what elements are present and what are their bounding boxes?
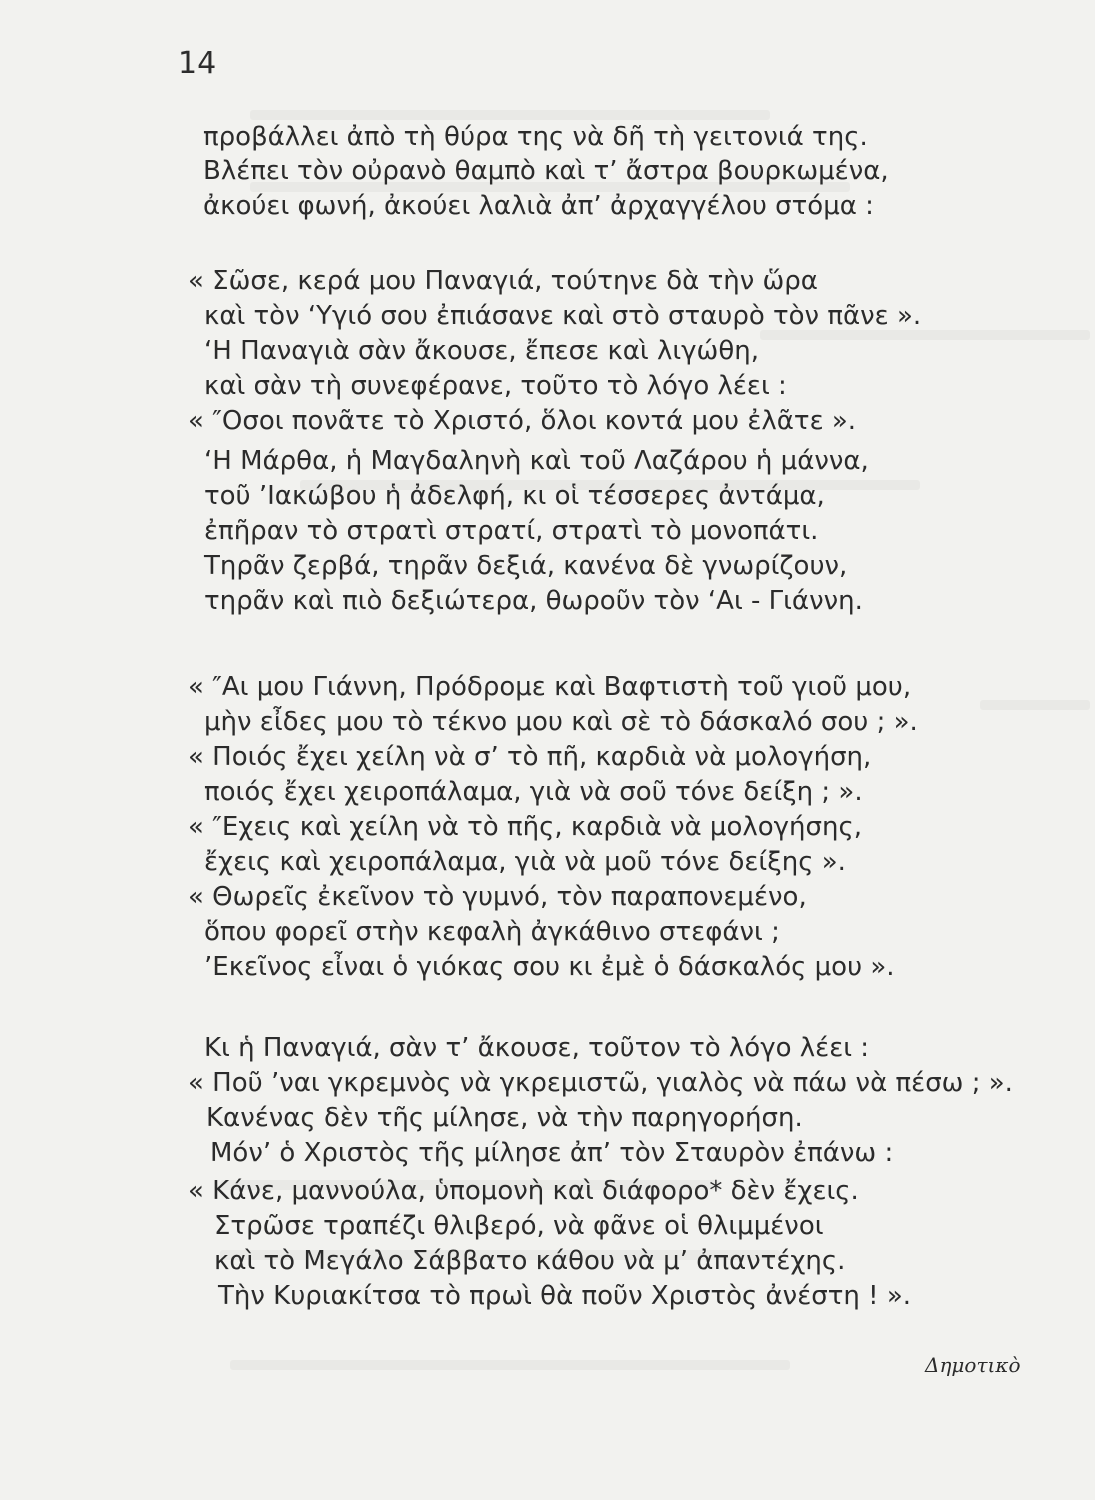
poem-line: τηρᾶν καὶ πιὸ δεξιώτερα, θωροῦν τὸν ‘Αι - Γιάννη. <box>204 586 863 616</box>
poem-line: « ″Οσοι πονᾶτε τὸ Χριστό, ὅλοι κοντά μου ἐλᾶτε ». <box>188 406 857 436</box>
poem-line: « Ποιός ἔχει χείλη νὰ σ’ τὸ πῆ, καρδιὰ νὰ μολογήση, <box>188 742 872 772</box>
poem-line: ‘Η Μάρθα, ἡ Μαγδαληνὴ καὶ τοῦ Λαζάρου ἡ μάννα, <box>204 446 869 476</box>
poem-line: ἔχεις καὶ χειροπάλαμα, γιὰ νὰ μοῦ τόνε δείξης ». <box>204 847 846 877</box>
poem-line: ἀκούει φωνή, ἀκούει λαλιὰ ἀπ’ ἀρχαγγέλου στόμα : <box>203 191 874 221</box>
page-number: 14 <box>178 46 217 81</box>
poem-line: τοῦ ’Ιακώβου ἡ ἀδελφή, κι οἱ τέσσερες ἀντάμα, <box>204 481 825 511</box>
source-attribution: Δημοτικὸ <box>925 1353 1021 1377</box>
poem-line: ἐπῆραν τὸ στρατὶ στρατί, στρατὶ τὸ μονοπάτι. <box>204 516 819 546</box>
poem-line: μὴν εἶδες μου τὸ τέκνο μου καὶ σὲ τὸ δάσκαλό σου ; ». <box>204 707 918 737</box>
poem-line: « Θωρεῖς ἐκεῖνον τὸ γυμνό, τὸν παραπονεμένο, <box>188 882 807 912</box>
poem-line: ‘Η Παναγιὰ σὰν ἄκουσε, ἔπεσε καὶ λιγώθη, <box>204 336 759 366</box>
poem-line: « Κάνε, μαννούλα, ὑπομονὴ καὶ διάφορο* δὲν ἔχεις. <box>188 1176 859 1206</box>
poem-line: καὶ τὸ Μεγάλο Σάββατο κάθου νὰ μ’ ἀπαντέχης. <box>214 1246 846 1276</box>
poem-line: ποιός ἔχει χειροπάλαμα, γιὰ νὰ σοῦ τόνε δείξη ; ». <box>204 777 863 807</box>
poem-line: Μόν’ ὁ Χριστὸς τῆς μίλησε ἀπ’ τὸν Σταυρὸν ἐπάνω : <box>210 1138 894 1168</box>
poem-line: Τὴν Κυριακίτσα τὸ πρωὶ θὰ ποῦν Χριστὸς ἀνέστη ! ». <box>218 1281 911 1311</box>
poem-line: καὶ τὸν ‘Υγιό σου ἐπιάσανε καὶ στὸ σταυρὸ τὸν πᾶνε ». <box>204 301 922 331</box>
poem-line: « Ποῦ ’ναι γκρεμνὸς νὰ γκρεμιστῶ, γιαλὸς νὰ πάω νὰ πέσω ; ». <box>188 1068 1013 1098</box>
poem-line: ’Εκεῖνος εἶναι ὁ γιόκας σου κι ἐμὲ ὁ δάσκαλός μου ». <box>204 952 895 982</box>
poem-line: Κανένας δὲν τῆς μίλησε, νὰ τὴν παρηγορήση. <box>206 1103 803 1133</box>
poem-line: Βλέπει τὸν οὐρανὸ θαμπὸ καὶ τ’ ἄστρα βουρκωμένα, <box>203 156 889 186</box>
poem-line: Κι ἡ Παναγιά, σὰν τ’ ἄκουσε, τοῦτον τὸ λόγο λέει : <box>204 1033 870 1063</box>
poem-line: « ″Αι μου Γιάννη, Πρόδρομε καὶ Βαφτιστὴ τοῦ γιοῦ μου, <box>188 672 912 702</box>
poem-line: ὅπου φορεῖ στὴν κεφαλὴ ἀγκάθινο στεφάνι ; <box>204 917 780 947</box>
poem-line: Τηρᾶν ζερβά, τηρᾶν δεξιά, κανένα δὲ γνωρίζουν, <box>204 551 848 581</box>
poem-line: καὶ σὰν τὴ συνεφέρανε, τοῦτο τὸ λόγο λέει : <box>204 371 787 401</box>
poem-line: « Σῶσε, κερά μου Παναγιά, τούτηνε δὰ τὴν ὥρα <box>188 266 818 296</box>
poem-line: Στρῶσε τραπέζι θλιβερό, νὰ φᾶνε οἱ θλιμμένοι <box>214 1211 824 1241</box>
poem-line: « ″Εχεις καὶ χείλη νὰ τὸ πῆς, καρδιὰ νὰ μολογήσης, <box>188 812 862 842</box>
poem-line: προβάλλει ἀπὸ τὴ θύρα της νὰ δῆ τὴ γειτονιά της. <box>203 122 868 152</box>
